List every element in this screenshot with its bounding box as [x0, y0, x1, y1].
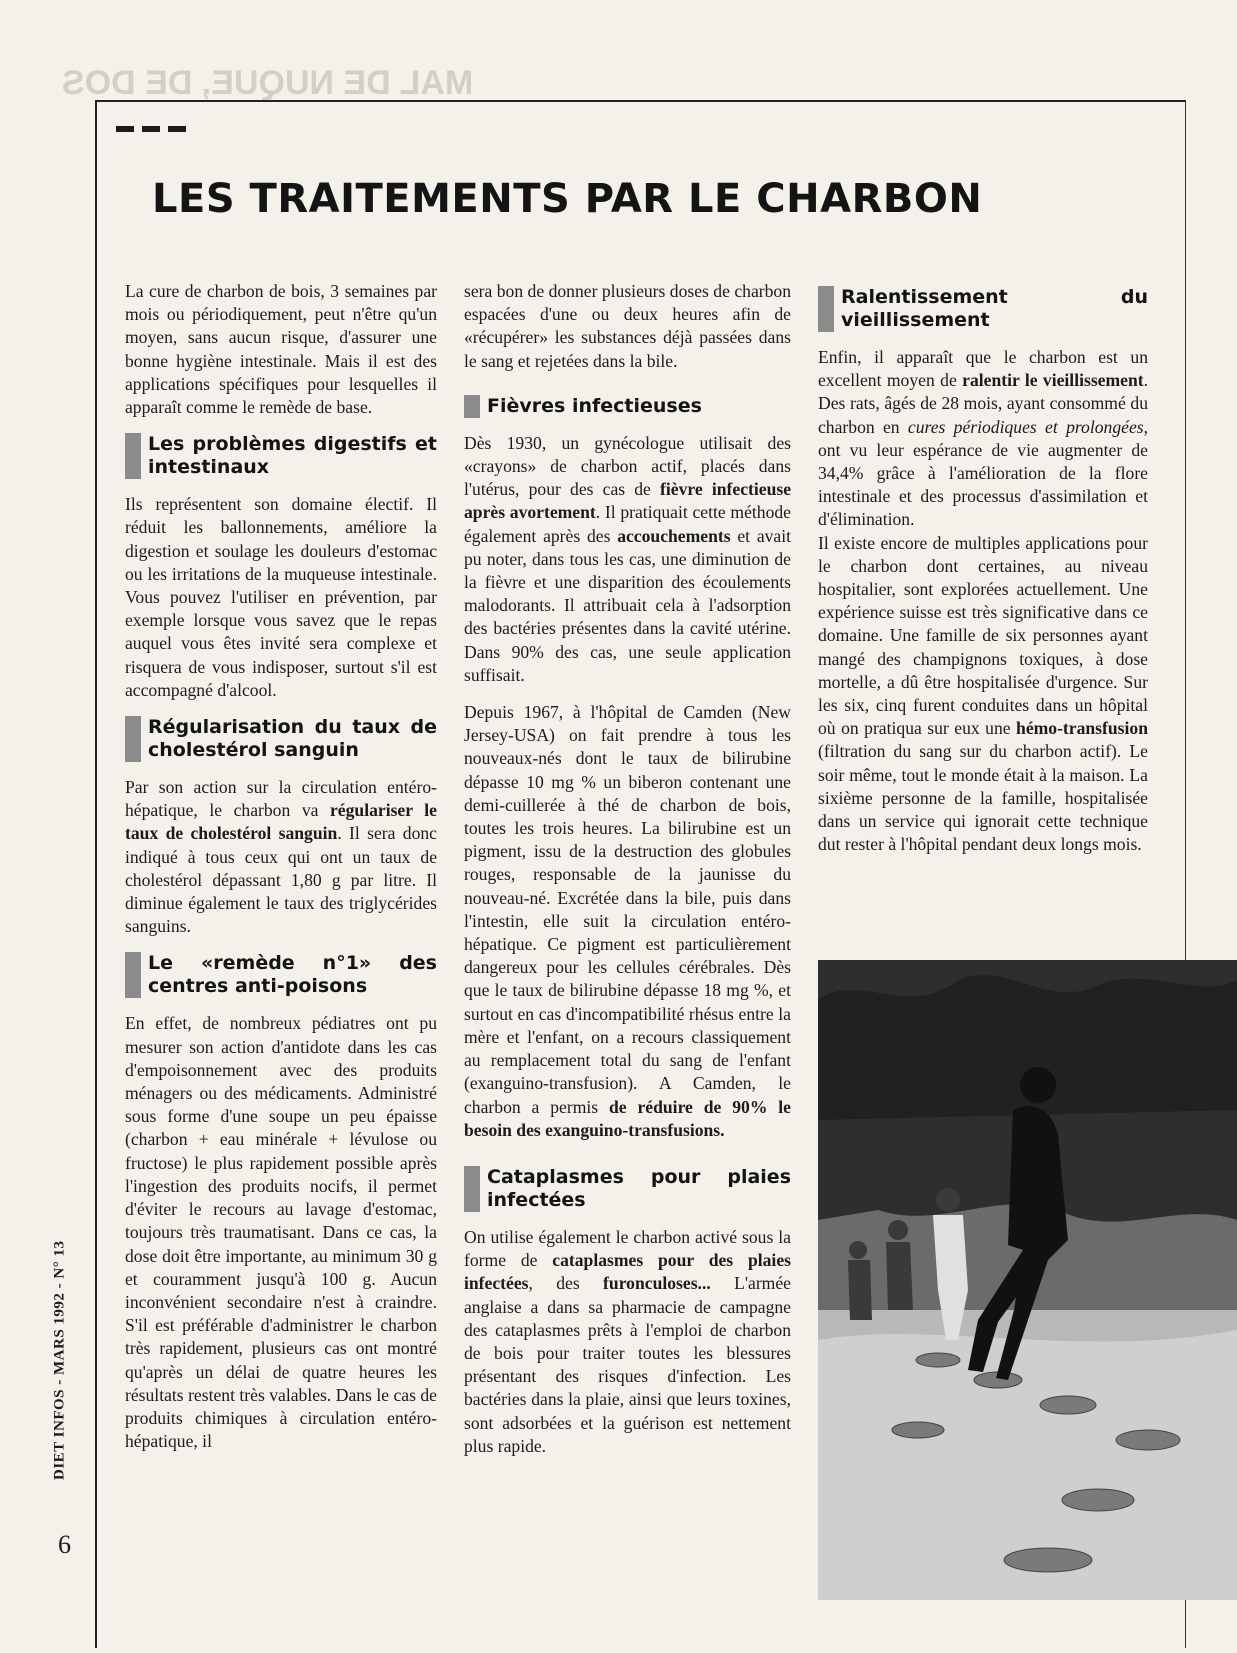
heading-digestive: Les problèmes digestifs et intestinaux: [125, 433, 437, 479]
paragraph-camden: Depuis 1967, à l'hôpital de Camden (New Jersey-USA) on fait prendre à tous les nouveaux-nés dont le taux de bilirubine dépasse 10 mg % un biberon contenant une demi-cuillerée à thé de charbon de bois, toutes les trois heures. La bilirubine est un pigment, issu de la destruction des globules rouges, responsable de la jaunisse du nouveau-né. Excrétée dans la bile, puis dans l'intestin, elle suit la circulation entéro-hépatique. Ce pigment est particulièrement dangereux pour les cellules cérébrales. Dès que le taux de bilirubine dépasse 18 mg %, et surtout en cas d'incompatibilité rhésus entre la mère et l'enfant, on a recours classiquement au remplacement total du sang de l'enfant (exanguino-transfusion). A Camden, le charbon a permis de réduire de 90% le besoin des exanguino-transfusions.: [464, 702, 791, 1140]
column-2: [464, 280, 791, 1458]
intro-paragraph: La cure de charbon de bois, 3 semaines par mois ou périodiquement, peut n'être qu'un moyen, sans aucun risque, d'assurer une bonne hygiène intestinale. Mais il est des applications spécifiques pour lesquelles il apparaît comme le remède de base.: [125, 281, 437, 418]
heading-bar: [464, 395, 480, 418]
article-title: LES TRAITEMENTS PAR LE CHARBON: [152, 176, 983, 222]
section-dashes: [116, 126, 186, 132]
heading-antipoison: Le «remède n°1» des centres anti-poisons: [125, 952, 437, 998]
issue-side-label: DIET INFOS - MARS 1992 - N° 13: [51, 1240, 68, 1480]
paragraph-digestive: Ils représentent son domaine électif. Il réduit les ballonnements, améliore la digestion et soulage les douleurs d'estomac ou les irritations de la muqueuse intestinale. Vous pouvez l'utiliser en prévention, par exemple lorsque vous savez que le repas auquel vous êtes invité sera complexe et risquera de vous indisposer, surtout s'il est accompagné d'alcool.: [125, 494, 437, 700]
heading-cholesterol: Régularisation du taux de cholestérol sanguin: [125, 716, 437, 762]
photo-illustration: [818, 960, 1237, 1600]
column-1: [125, 280, 437, 1453]
paragraph-cholesterol: Par son action sur la circulation entéro-hépatique, le charbon va régulariser le taux de cholestérol sanguin. Il sera donc indiqué à tous ceux qui ont un taux de cholestérol dépassant 1,80 g par litre. Il diminue également le taux des triglycérides sanguins.: [125, 777, 437, 937]
paragraph-swiss: Il existe encore de multiples applications pour le charbon dont certaines, au niveau hospitalier, sont explorées actuellement. Une expérience suisse est très significative dans ce domaine. Une famille de six personnes ayant mangé des champignons toxiques, à dose mortelle, a dû être hospitalisée d'urgence. Sur les six, cinq furent conduites dans un hôpital où on pratiqua sur eux une hémo-transfusion (filtration du sang sur du charbon actif). Le soir même, tout le monde était à la maison. La sixième personne de la famille, hospitalisée dans un service qui ignorait cette technique dut rester à l'hôpital pendant deux longs mois.: [818, 532, 1148, 855]
heading-bar: [125, 952, 141, 998]
heading-bar: [125, 716, 141, 762]
article-photo: [818, 960, 1237, 1600]
heading-bar: [125, 433, 141, 479]
column-3: [818, 282, 1148, 870]
heading-aging: Ralentissement du vieillissement: [818, 286, 1148, 332]
show-through-heading: MAL DE NUQUE, DE DOS: [62, 64, 474, 102]
heading-fevers: Fièvres infectieuses: [464, 395, 791, 418]
paragraph-continuation: sera bon de donner plusieurs doses de charbon espacées d'une ou deux heures afin de «récupérer» les substances déjà passées dans le sang et rejetées dans la bile.: [464, 281, 791, 371]
paragraph-antipoison: En effet, de nombreux pédiatres ont pu mesurer son action d'antidote dans les cas d'empoisonnement avec des produits ménagers ou des médicaments. Administré sous forme d'une soupe un peu épaisse (charbon + eau minérale + lévulose ou fructose) le plus rapidement possible après l'ingestion des produits nocifs, il permet d'éviter le recours au lavage d'estomac, toujours très traumatisant. Dans ce cas, la dose doit être importante, au minimum 30 g et couramment jusqu'à 100 g. Aucun inconvénient secondaire n'est à craindre. S'il est préférable d'administrer le charbon très rapidement, plusieurs cas ont montré qu'après un délai de quatre heures les résultats restent très valables. Dans le cas de produits chimiques à circulation entéro-hépatique, il: [125, 1013, 437, 1452]
heading-bar: [818, 286, 834, 332]
paragraph-aging: Enfin, il apparaît que le charbon est un excellent moyen de ralentir le vieillissement. Des rats, âgés de 28 mois, ayant consommé du charbon en cures périodiques et prolongées, ont vu leur espérance de vie augmenter de 34,4% grâce à l'amélioration de la flore intestinale et des processus d'assimilation et d'élimination.: [818, 347, 1149, 530]
paragraph-poultices: On utilise également le charbon activé sous la forme de cataplasmes pour des plaies infectées, des furonculoses... L'armée anglaise a dans sa pharmacie de campagne des cataplasmes prêts à l'emploi de charbon de bois pour traiter toutes les blessures présentant des risques d'infection. Les bactéries dans la plaie, ainsi que leurs toxines, sont adsorbées et la guérison est nettement plus rapide.: [464, 1226, 791, 1456]
heading-poultices: Cataplasmes pour plaies infectées: [464, 1166, 791, 1212]
heading-bar: [464, 1166, 480, 1212]
paragraph-fevers: Dès 1930, un gynécologue utilisait des «crayons» de charbon actif, placés dans l'utérus, pour des cas de fièvre infectieuse après avortement. Il pratiquait cette méthode également après des accouchements et avait pu noter, dans tous les cas, une diminution de la fièvre et une disparition des écoulements malodorants. Il attribuait cela à l'adsorption des bactéries présentes dans la cavité utérine. Dans 90% des cas, une seule application suffisait.: [464, 432, 792, 685]
page-number: 6: [58, 1530, 71, 1559]
